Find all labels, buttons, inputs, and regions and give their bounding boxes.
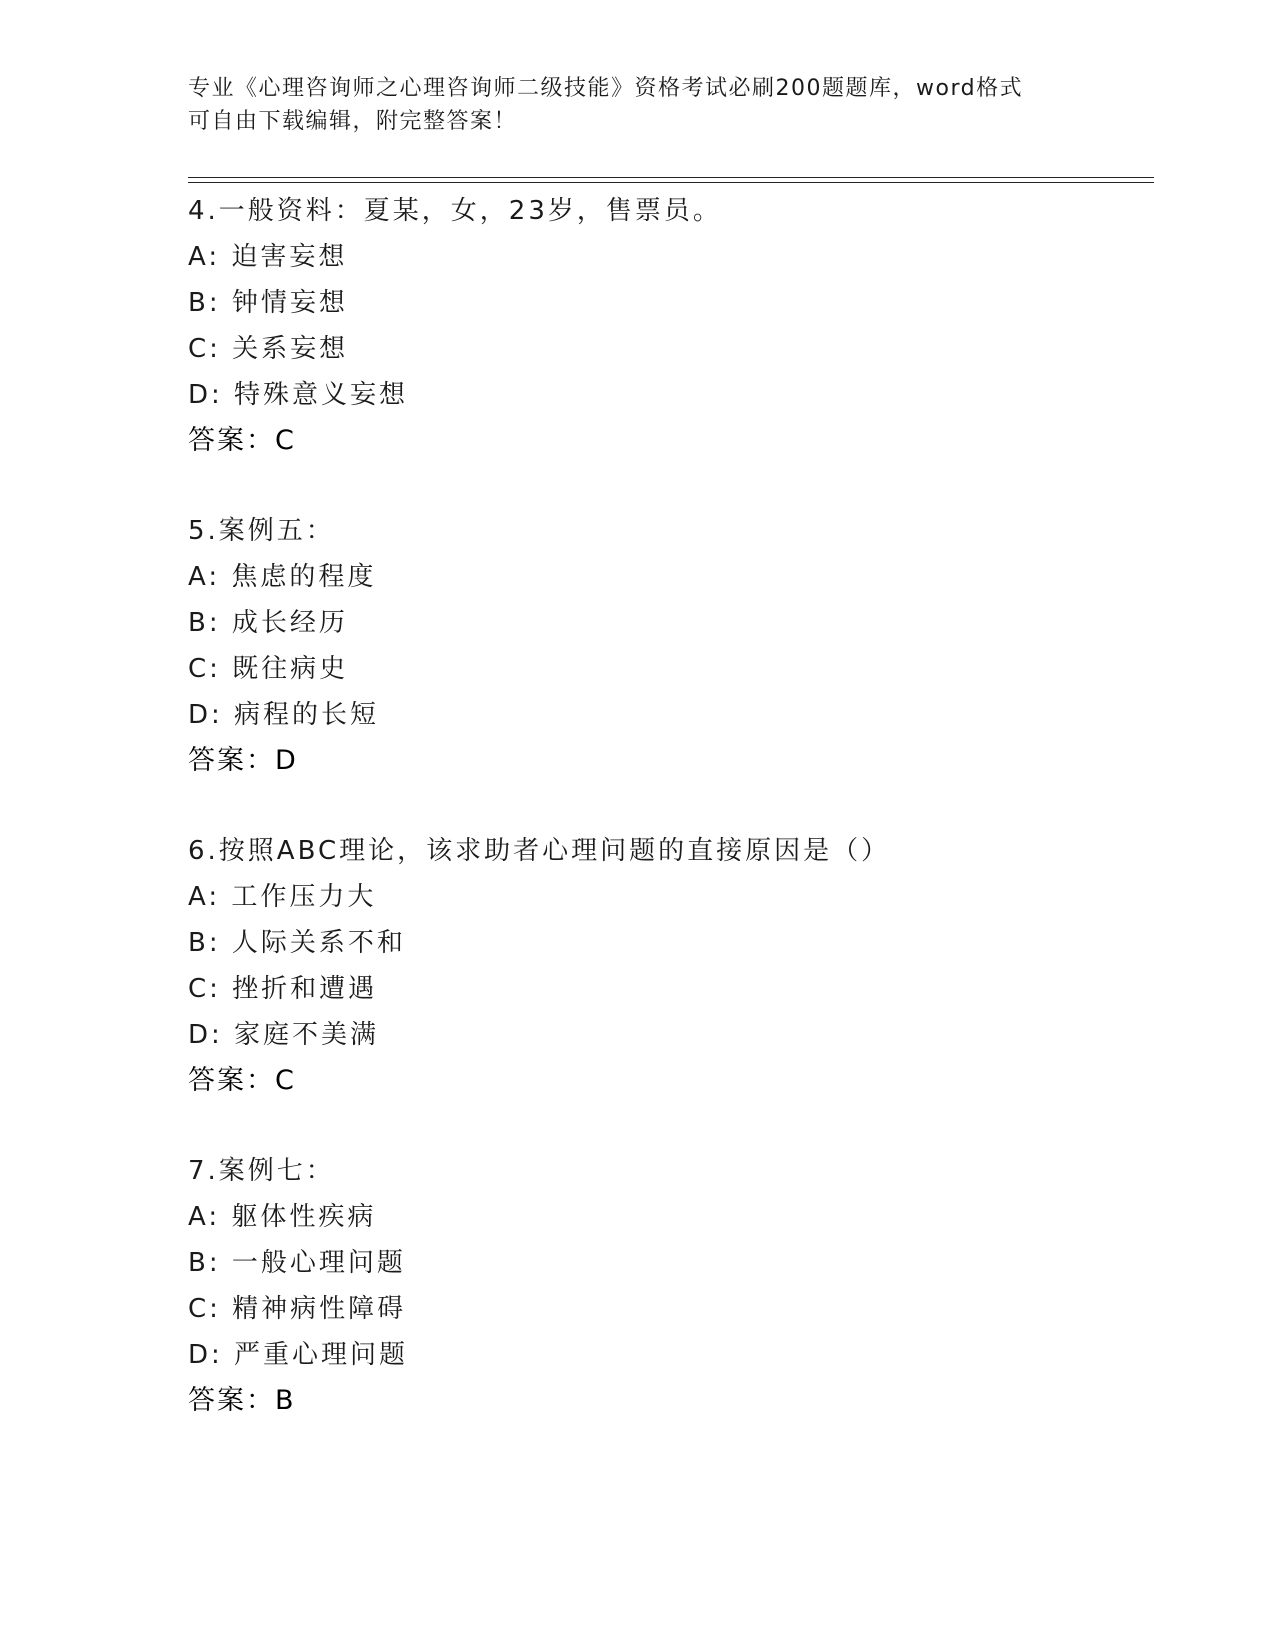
question-title: 4.一般资料：夏某，女，23岁，售票员。 [188,196,722,226]
option-a: A: 焦虑的程度 [188,562,377,592]
option-a: A: 迫害妄想 [188,242,348,272]
question-block [188,828,1168,1104]
answer-line: 答案：C [188,1065,296,1096]
answer-line: 答案：B [188,1385,296,1416]
question-title: 7.案例七： [188,1156,335,1186]
question-block [188,1148,1168,1424]
question-title: 5.案例五： [188,516,335,546]
header-divider-bottom [188,182,1154,183]
option-a: A: 躯体性疾病 [188,1202,377,1232]
answer-line: 答案：C [188,425,296,456]
option-c: C: 既往病史 [188,654,349,684]
question-block [188,508,1168,784]
option-c: C: 精神病性障碍 [188,1294,407,1324]
option-c: C: 挫折和遭遇 [188,974,378,1004]
option-c: C: 关系妄想 [188,334,349,364]
document-header [188,72,1088,138]
option-b: B: 钟情妄想 [188,288,348,318]
option-b: B: 成长经历 [188,608,348,638]
header-line-1: 专业《心理咨询师之心理咨询师二级技能》资格考试必刷200题题库，word格式 [188,76,1024,101]
option-d: D: 特殊意义妄想 [188,380,409,410]
header-divider-top [188,177,1154,178]
option-a: A: 工作压力大 [188,882,377,912]
option-d: D: 家庭不美满 [188,1020,380,1050]
option-d: D: 病程的长短 [188,700,380,730]
question-title: 6.按照ABC理论，该求助者心理问题的直接原因是（） [188,836,891,866]
question-block [188,188,1168,464]
option-b: B: 人际关系不和 [188,928,406,958]
header-line-2: 可自由下载编辑，附完整答案！ [188,109,518,134]
option-b: B: 一般心理问题 [188,1248,406,1278]
option-d: D: 严重心理问题 [188,1340,409,1370]
answer-line: 答案：D [188,745,298,776]
